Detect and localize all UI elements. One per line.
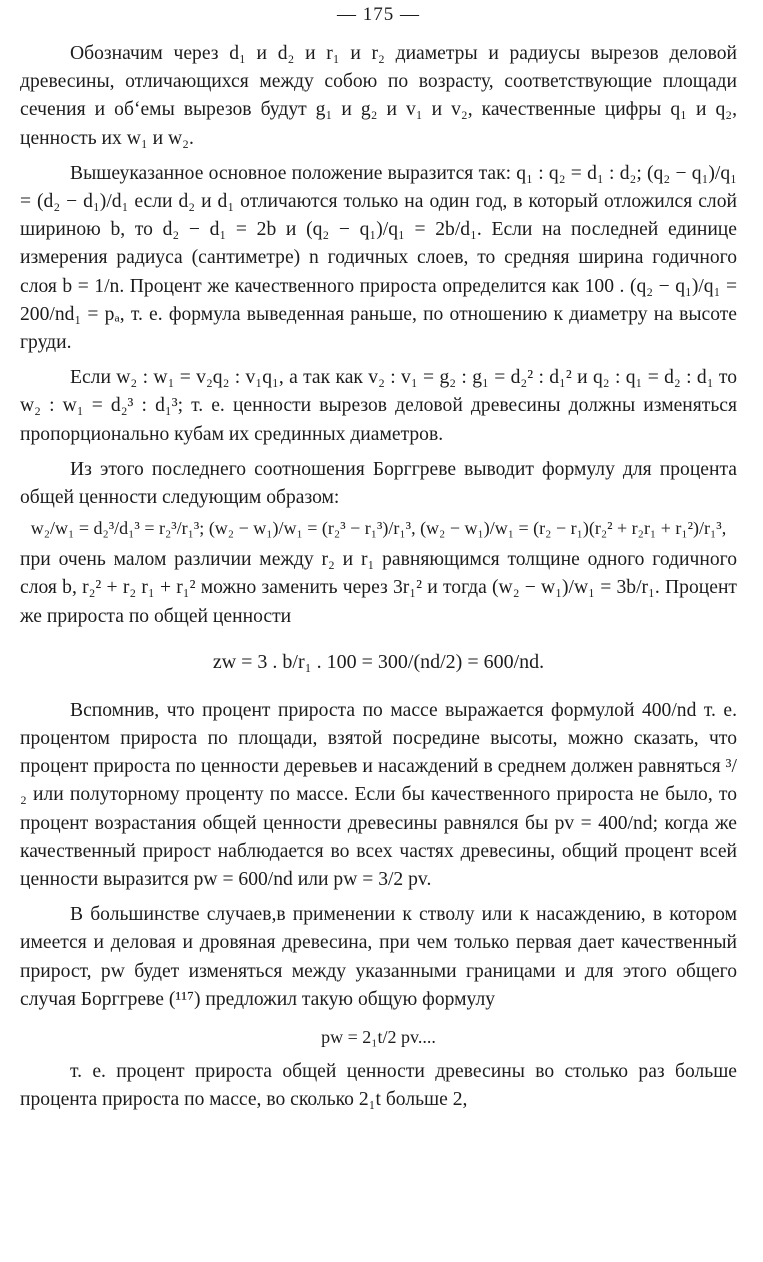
formula-value-ratios: w₂/w₁ = d₂³/d₁³ = r₂³/r₁³; (w₂ − w₁)/w₁ = (r₂³ − r₁³)/r₁³, (w₂ − w₁)/w₁ = (r₂ − r₁)(r₂² + r₂r₁ + r₁²)/r₁³,	[30, 518, 727, 539]
paragraph-main-position: Вышеуказанное основное положение выразится так: q₁ : q₂ = d₁ : d₂; (q₂ − q₁)/q₁ = (d₂ − d₁)/d₁ если d₂ и d₁ отличаются только на один год, в который отложился слой шириною b, то d₂ − d₁ = 2b и (q₂ − q₁)/q₁ = 2b/d₁. Если на последней единице измерения радиуса (сантиметре) n годичных слоев, то средняя ширина годичного слоя b = 1/n. Процент же качественного прироста определится как 100 . (q₂ − q₁)/q₁ = 200/nd₁ = pₐ, т. е. формула выведенная раньше, по отношению к диаметру на высоте груди.	[20, 162, 737, 354]
formula-general: pw = 2₁t/2 pv....	[321, 1027, 436, 1048]
paragraph-conclusion: т. е. процент прироста общей ценности древесины во столько раз больше процента прироста по массе, во сколько 2₁t больше 2,	[20, 1061, 737, 1111]
paragraph-general-case: В большинстве случаев,в применении к стволу или к насаждению, в котором имеется и деловая и дровяная древесина, при чем только первая дает качественный прирост, pw будет изменяться между указанными границами и для этого общего случая Борггреве (¹¹⁷) предложил такую общую формулу	[20, 904, 737, 1010]
paragraph-borggreve-intro: Из этого последнего соотношения Борггреве выводит формулу для процента общей ценности следующим образом:	[20, 458, 737, 509]
paragraph-value-ratio: Если w₂ : w₁ = v₂q₂ : v₁q₁, а так как v₂ : v₁ = g₂ : g₁ = d₂² : d₁² и q₂ : q₁ = d₂ : d₁ то w₂ : w₁ = d₂³ : d₁³; т. е. ценности вырезов деловой древесины должны изменяться пропорционально кубам их срединных диаметров.	[20, 367, 737, 445]
paragraph-small-difference: при очень малом различии между r₂ и r₁ равняющимся толщине одного годичного слоя b, r₂² + r₂ r₁ + r₁² можно заменить через 3r₁² и тогда (w₂ − w₁)/w₁ = 3b/r₁. Процент же прироста по общей ценности	[20, 549, 737, 627]
page-number: — 175 —	[337, 4, 420, 25]
paragraph-mass-percent: Вспомнив, что процент прироста по массе выражается формулой 400/nd т. е. процентом прироста по площади, взятой посредине высоты, можно сказать, что процент прироста по ценности деревьев и насаждений в среднем должен равняться ³/₂ или полуторному проценту по массе. Если бы качественного прироста не было, то процент возрастания общей ценности древесины равнялся бы pv = 400/nd; когда же качественный прирост наблюдается во всех частях древесины, общий процент всей ценности выразится pw = 600/nd или pw = 3/2 pv.	[20, 699, 737, 891]
formula-total-value-percent: zw = 3 . b/r₁ . 100 = 300/(nd/2) = 600/nd.	[212, 650, 545, 673]
paragraph-definitions: Обозначим через d₁ и d₂ и r₁ и r₂ диаметры и радиусы вырезов деловой древесины, отличающихся между собою по возрасту, соответствующие площади сечения и об‘емы вырезов будут g₁ и g₂ и v₁ и v₂, качественные цифры q₁ и q₂, ценность их w₁ и w₂.	[20, 43, 737, 149]
